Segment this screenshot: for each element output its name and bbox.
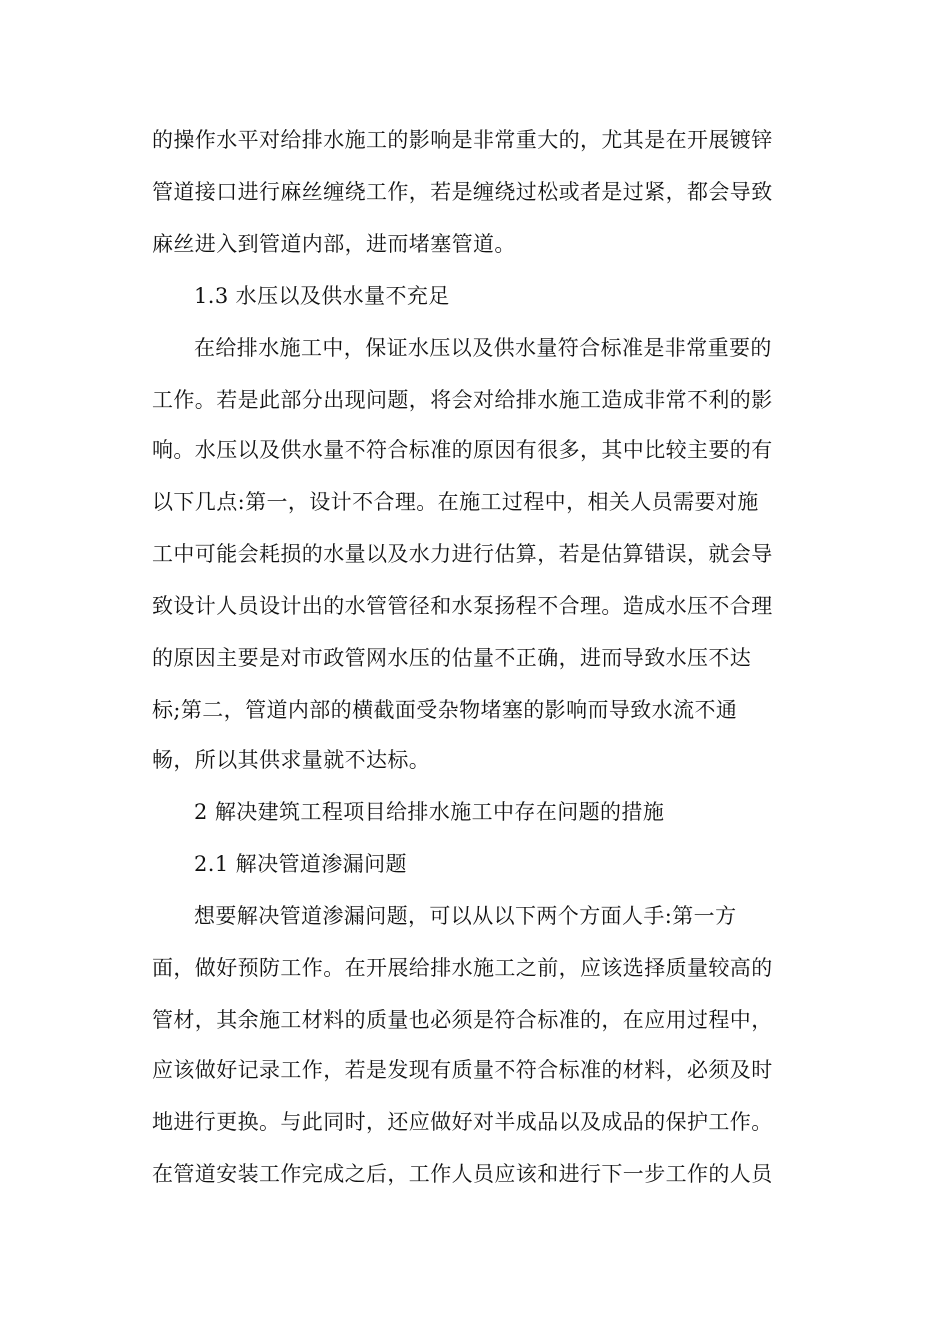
paragraph-line: 工作。若是此部分出现问题，将会对给排水施工造成非常不利的影 <box>152 388 773 412</box>
paragraph-line: 面，做好预防工作。在开展给排水施工之前，应该选择质量较高的 <box>152 956 773 980</box>
paragraph-line: 想要解决管道渗漏问题，可以从以下两个方面人手:第一方 <box>194 904 737 928</box>
section-heading-2: 2 解决建筑工程项目给排水施工中存在问题的措施 <box>194 800 665 824</box>
paragraph-line: 地进行更换。与此同时，还应做好对半成品以及成品的保护工作。 <box>152 1110 773 1134</box>
paragraph-line: 的操作水平对给排水施工的影响是非常重大的，尤其是在开展镀锌 <box>152 128 773 152</box>
paragraph-line: 致设计人员设计出的水管管径和水泵扬程不合理。造成水压不合理 <box>152 594 773 618</box>
paragraph-line: 畅，所以其供求量就不达标。 <box>152 748 431 772</box>
paragraph-line: 的原因主要是对市政管网水压的估量不正确，进而导致水压不达 <box>152 646 752 670</box>
paragraph-line: 管道接口进行麻丝缠绕工作，若是缠绕过松或者是过紧，都会导致 <box>152 180 773 204</box>
paragraph-line: 在管道安装工作完成之后，工作人员应该和进行下一步工作的人员 <box>152 1162 773 1186</box>
paragraph-line: 响。水压以及供水量不符合标准的原因有很多，其中比较主要的有 <box>152 438 773 462</box>
paragraph-line: 管材，其余施工材料的质量也必须是符合标准的，在应用过程中， <box>152 1008 773 1032</box>
paragraph-line: 工中可能会耗损的水量以及水力进行估算，若是估算错误，就会导 <box>152 542 773 566</box>
section-heading-2-1: 2.1 解决管道渗漏问题 <box>194 852 407 876</box>
paragraph-line: 在给排水施工中，保证水压以及供水量符合标准是非常重要的 <box>194 336 772 360</box>
section-heading-1-3: 1.3 水压以及供水量不充足 <box>194 284 450 308</box>
paragraph-line: 应该做好记录工作，若是发现有质量不符合标准的材料，必须及时 <box>152 1058 773 1082</box>
paragraph-line: 以下几点:第一，设计不合理。在施工过程中，相关人员需要对施 <box>152 490 759 514</box>
paragraph-line: 麻丝进入到管道内部，进而堵塞管道。 <box>152 232 516 256</box>
paragraph-line: 标;第二，管道内部的横截面受杂物堵塞的影响而导致水流不通 <box>152 698 738 722</box>
